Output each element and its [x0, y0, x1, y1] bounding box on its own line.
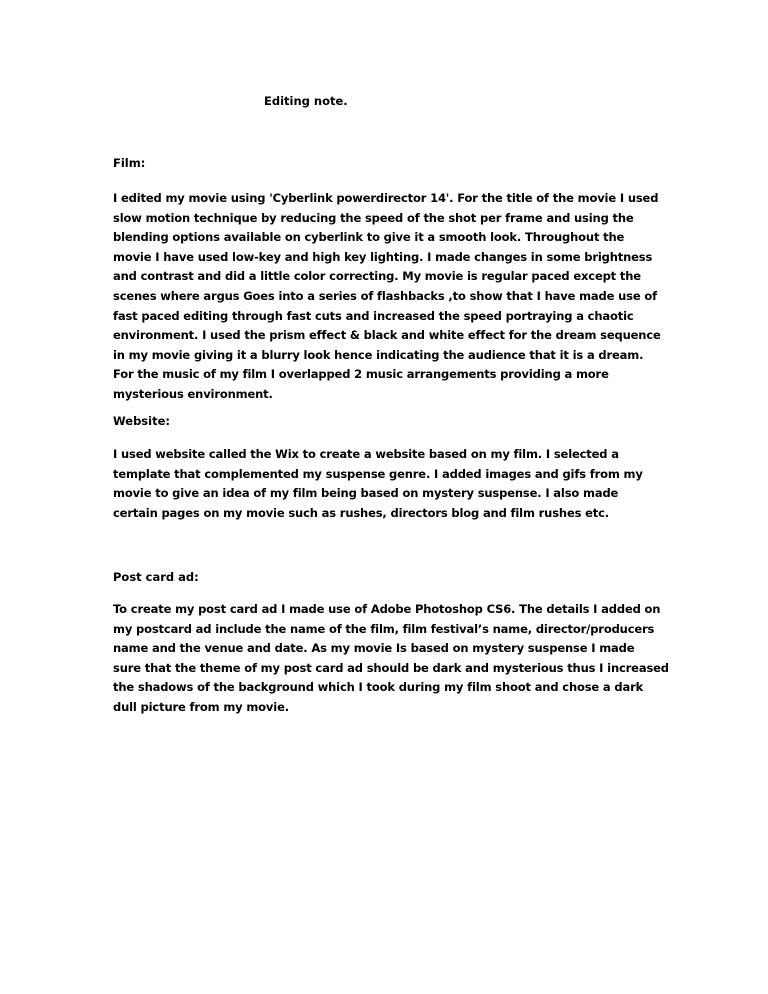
- film-line: mysterious environment.: [113, 386, 273, 401]
- film-paragraph: [113, 189, 673, 405]
- film-heading: Film:: [113, 156, 146, 170]
- website-line: movie to give an idea of my film being based on mystery suspense. I also made: [113, 486, 619, 501]
- film-line: For the music of my film I overlapped 2 music arrangements providing a more: [113, 367, 609, 382]
- film-line: in my movie giving it a blurry look hence indicating the audience that it is a dream.: [113, 347, 644, 362]
- website-heading: Website:: [113, 414, 170, 428]
- website-line: certain pages on my movie such as rushes, directors blog and film rushes etc.: [113, 505, 610, 520]
- postcard-line: dull picture from my movie.: [113, 699, 289, 714]
- document-title: Editing note.: [264, 94, 348, 108]
- film-line: scenes where argus Goes into a series of flashbacks ,to show that I have made use of: [113, 288, 657, 303]
- film-line: environment. I used the prism effect & black and white effect for the dream sequence: [113, 328, 661, 343]
- film-line: slow motion technique by reducing the speed of the shot per frame and using the: [113, 210, 634, 225]
- postcard-line: my postcard ad include the name of the film, film festival’s name, director/producers: [113, 621, 655, 636]
- website-line: I used website called the Wix to create a website based on my film. I selected a: [113, 447, 619, 461]
- postcard-line: the shadows of the background which I took during my film shoot and chose a dark: [113, 680, 644, 695]
- postcard-line: name and the venue and date. As my movie Is based on mystery suspense I made: [113, 641, 635, 656]
- website-line: template that complemented my suspense genre. I added images and gifs from my: [113, 466, 643, 481]
- website-paragraph: [113, 445, 673, 523]
- postcard-line: sure that the theme of my post card ad should be dark and mysterious thus I increased: [113, 660, 669, 675]
- film-line: fast paced editing through fast cuts and increased the speed portraying a chaotic: [113, 308, 634, 323]
- postcard-heading: Post card ad:: [113, 570, 199, 584]
- postcard-line: To create my post card ad I made use of Adobe Photoshop CS6. The details I added on: [113, 602, 661, 616]
- film-line: movie I have used low-key and high key lighting. I made changes in some brightness: [113, 249, 653, 264]
- film-line: blending options available on cyberlink to give it a smooth look. Throughout the: [113, 230, 625, 245]
- postcard-paragraph: [113, 600, 673, 718]
- film-line: I edited my movie using 'Cyberlink powerdirector 14'. For the title of the movie I used: [113, 191, 659, 205]
- film-line: and contrast and did a little color correcting. My movie is regular paced except the: [113, 269, 641, 284]
